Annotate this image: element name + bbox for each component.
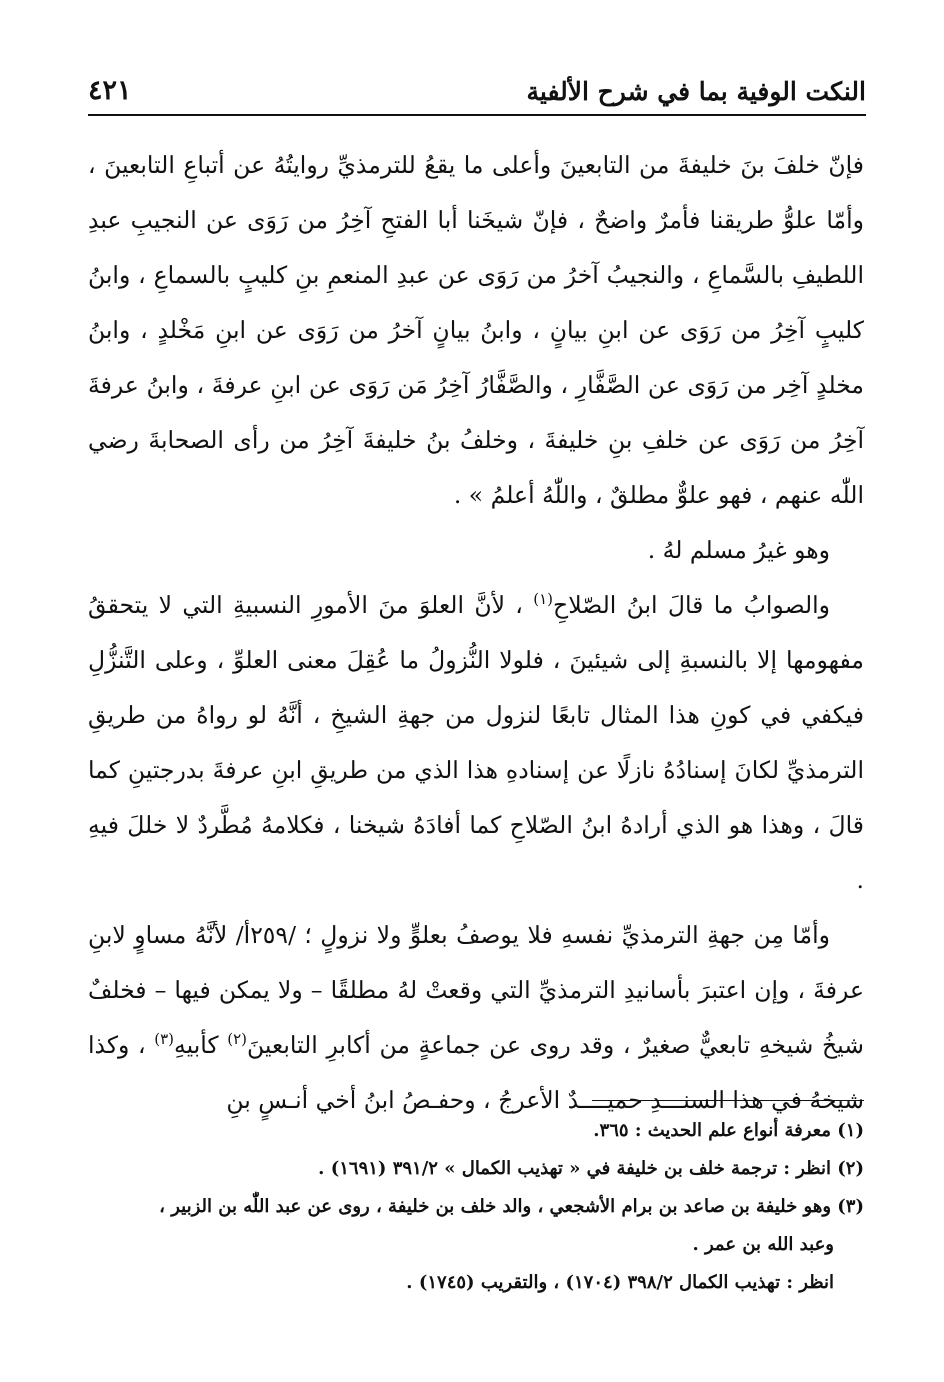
paragraph-2: وهو غيرُ مسلم لهُ . (647, 536, 830, 564)
paragraph-4-start: وأمّا مِن جهةِ الترمذيِّ نفسهِ فلا يوصفُ بعلوٍّ ولا نزولٍ ؛ /٢٥٩أ/ لأنَّهُ مساوٍ لابنِ عرفةَ ، وإن اعتبرَ بأسانيدِ الترمذيِّ التي وقعتْ لهُ مطلقًا – ولا يمكن فيها – فخلفٌ شيخُ شيخهِ تابعيٌّ صغيرٌ ، وقد روى عن جماعةٍ من أكابرِ التابعينَ (88, 921, 864, 1059)
paragraph-3-start: والصوابُ ما قالَ ابنُ الصّلاحِ (553, 591, 830, 619)
footnote-mark-1: (١) (533, 590, 554, 609)
paragraph-4-mid: كأبيهِ (174, 1031, 219, 1059)
footnote-2: (٢) انظر : ترجمة خلف بن خليفة في « تهذيب الكمال » ٣٩١/٢ (١٦٩١) . (318, 1158, 864, 1179)
footnote-3-continuation: وعبد الله بن عمر . (692, 1234, 834, 1255)
footnote-3: (٣) وهو خليفة بن صاعد بن برام الأشجعي ، والد خلف بن خليفة ، روى عن عبد اللّٰه بن الزبير ، (159, 1196, 864, 1217)
footnotes (88, 1112, 864, 1302)
footnote-mark-3: (٣) (154, 1030, 175, 1049)
paragraph-4-end: ، وكذا شيخهُ في هذا السنـــدِ حميــــدٌ الأعرجُ ، وحفـصُ ابنُ أخي أنـسٍ بنِ (88, 1031, 864, 1114)
page-number: ٤٢١ (88, 75, 132, 106)
footnote-3-reference: انظر : تهذيب الكمال ٣٩٨/٢ (١٧٠٤) ، والتقريب (١٧٤٥) . (406, 1272, 834, 1293)
main-text (88, 138, 864, 1128)
paragraph-3 (88, 578, 864, 908)
running-title: النكت الوفية بما في شرح الألفية (526, 77, 866, 106)
paragraph-3-rest: ، لأنَّ العلوَ منَ الأمورِ النسبيةِ التي لا يتحققُ مفهومها إلا بالنسبةِ إلى شيئينَ ، فلولا النُّزولُ ما عُقِلَ معنى العلوِّ ، وعلى التَّنزُّلِ فيكفي في كونِ هذا المثال تابعًا لنزول من جهةِ الشيخِ ، أنَّهُ لو رواهُ من طريقِ الترمذيِّ لكانَ إسنادُهُ نازلًا عن إسنادهِ هذا الذي من طريقِ ابنِ عرفةَ بدرجتينِ كما قالَ ، وهذا هو الذي أرادهُ ابنُ الصّلاحِ كما أفادَهُ شيخنا ، فكلامهُ مُطَّردٌ لا خللَ فيهِ . (88, 591, 864, 894)
page-header (88, 66, 866, 116)
footnote-separator (592, 1100, 864, 1101)
paragraph-1: فإنّ خلفَ بنَ خليفةَ من التابعينَ وأعلى ما يقعُ للترمذيِّ روايتُهُ عن أتباعِ التابعينَ ، وأمّا علوُّ طريقنا فأمرٌ واضحٌ ، فإنّ شيخَنا أبا الفتحِ آخِرُ من رَوَى عن النجيبِ عبدِ اللطيفِ بالسَّماعِ ، والنجيبُ آخرُ من رَوَى عن عبدِ المنعمِ بنِ كليبٍ بالسماعِ ، وابنُ كليبٍ آخِرُ من رَوَى عن ابنِ بيانٍ ، وابنُ بيانٍ آخرُ من رَوَى عن ابنِ مَخْلدٍ ، وابنُ مخلدٍ آخِر من رَوَى عن الصَّفَّارِ ، والصَّفَّارُ آخِرُ مَن رَوَى عن ابنِ عرفةَ ، وابنُ عرفةَ آخِرُ من رَوَى عن خلفِ بنِ خليفةَ ، وخلفُ بنُ خليفةَ آخِرُ من رأى الصحابةَ رضي اللّٰه عنهم ، فهو علوٌّ مطلقٌ ، واللّٰهُ أعلمُ » . (88, 151, 864, 509)
footnote-1: (١) معرفة أنواع علم الحديث : ٣٦٥. (593, 1120, 864, 1141)
footnote-mark-2: (٢) (227, 1030, 248, 1049)
paragraph-4 (88, 908, 864, 1128)
